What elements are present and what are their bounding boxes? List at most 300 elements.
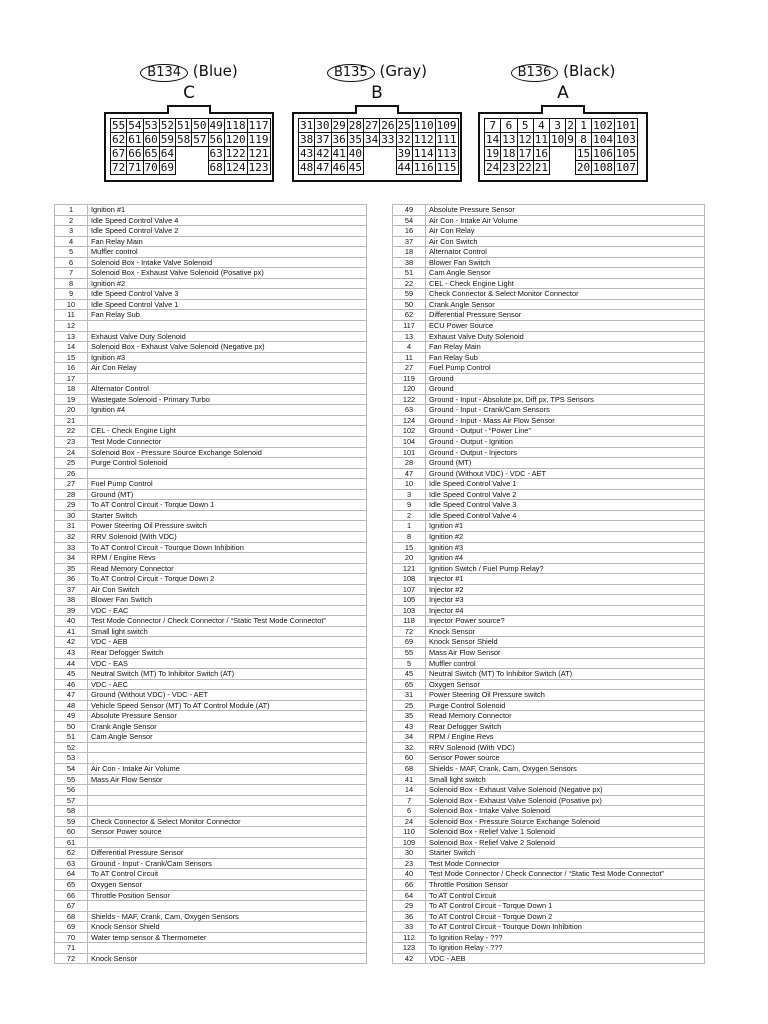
pin-number: 65 (393, 679, 426, 690)
table-row (393, 816, 705, 827)
pin-function: Shields - MAF, Crank, Cam, Oxygen Sensors (426, 763, 705, 774)
pin-cell: 121 (248, 147, 269, 160)
pin-cell: 120 (225, 133, 246, 146)
pin-function: To AT Control Circuit (88, 869, 367, 880)
pin-function: Idle Speed Control Valve 4 (88, 215, 367, 226)
pin-function: Solenoid Box - Pressure Source Exchange Solenoid (88, 447, 367, 458)
table-row (393, 289, 705, 300)
pin-number: 9 (393, 500, 426, 511)
pin-number: 48 (55, 700, 88, 711)
pin-function: Solenoid Box - Relief Valve 2 Solenoid (426, 837, 705, 848)
pin-number: 119 (393, 373, 426, 384)
pin-function: Alternator Control (88, 384, 367, 395)
pin-function: Knock Sensor Shield (426, 637, 705, 648)
pin-number: 23 (393, 858, 426, 869)
pin-number: 110 (393, 827, 426, 838)
pin-function: Blower Fan Switch (88, 595, 367, 606)
pin-cell: 101 (616, 119, 636, 132)
table-row (55, 574, 367, 585)
table-row (55, 426, 367, 437)
pin-function: Muffler control (88, 247, 367, 258)
pin-number: 28 (55, 489, 88, 500)
pin-number: 120 (393, 384, 426, 395)
pin-function: Ground (MT) (88, 489, 367, 500)
pin-cell: 57 (193, 133, 207, 146)
pin-cell: 44 (397, 161, 411, 174)
pin-function: Test Mode Connector / Check Connector / “Static Test Mode Connectot” (88, 616, 367, 627)
pin-number: 29 (55, 500, 88, 511)
pin-number: 25 (55, 458, 88, 469)
pin-cell: 54 (128, 119, 142, 132)
table-row (393, 299, 705, 310)
pin-number: 68 (55, 911, 88, 922)
pin-row (485, 119, 638, 133)
pin-number: 37 (55, 584, 88, 595)
table-row (393, 321, 705, 332)
table-row (55, 352, 367, 363)
pin-number: 57 (55, 795, 88, 806)
table-row (393, 700, 705, 711)
pin-number: 10 (393, 479, 426, 490)
pin-number: 32 (55, 531, 88, 542)
pin-number: 33 (393, 922, 426, 933)
table-row (393, 605, 705, 616)
table-row (55, 405, 367, 416)
table-row (393, 236, 705, 247)
pin-number: 56 (55, 785, 88, 796)
pin-number: 1 (55, 205, 88, 216)
pin-function: Starter Switch (426, 848, 705, 859)
table-row (393, 342, 705, 353)
pin-function: To Ignition Relay - ??? (426, 943, 705, 954)
connector-b135 (292, 62, 462, 182)
table-row (393, 352, 705, 363)
pin-function (88, 837, 367, 848)
pin-function: Shields - MAF, Crank, Cam, Oxygen Sensors (88, 911, 367, 922)
pin-number: 21 (55, 415, 88, 426)
pin-cell: 61 (128, 133, 142, 146)
table-row (393, 257, 705, 268)
table-row (55, 753, 367, 764)
pin-number: 118 (393, 616, 426, 627)
pin-cell: 36 (332, 133, 346, 146)
pin-function (88, 806, 367, 817)
pin-number: 27 (393, 363, 426, 374)
pin-function: Exhaust Valve Duty Solenoid (426, 331, 705, 342)
pin-cell: 18 (502, 147, 516, 160)
table-row (393, 247, 705, 258)
connector-latch (541, 105, 585, 114)
table-row (55, 679, 367, 690)
pin-number: 38 (55, 595, 88, 606)
pin-number: 49 (55, 711, 88, 722)
pin-function: Wastegate Solenoid - Primary Turbo (88, 394, 367, 405)
table-row (55, 236, 367, 247)
pin-function: Ignition #1 (88, 205, 367, 216)
connector-letter: B (371, 83, 383, 103)
pin-function: Fan Relay Main (426, 342, 705, 353)
table-row (393, 785, 705, 796)
pin-number: 124 (393, 415, 426, 426)
pin-function: Throttle Position Sensor (88, 890, 367, 901)
pin-cell: 65 (144, 147, 158, 160)
pin-number: 14 (55, 342, 88, 353)
pin-cell: 3 (550, 119, 566, 133)
table-row (55, 342, 367, 353)
table-row (55, 869, 367, 880)
table-row (393, 901, 705, 912)
pin-number: 102 (393, 426, 426, 437)
connector-block (292, 112, 462, 182)
table-row (55, 447, 367, 458)
pin-cell: 109 (436, 119, 457, 132)
pin-number: 64 (55, 869, 88, 880)
pin-function: Purge Control Solenoid (426, 700, 705, 711)
table-row (55, 690, 367, 701)
pin-number: 33 (55, 542, 88, 553)
table-row (55, 795, 367, 806)
pin-cell: 49 (209, 119, 223, 132)
pin-cell: 43 (300, 147, 314, 160)
pin-cell: 14 (486, 133, 500, 146)
pin-function: Read Memory Connector (88, 563, 367, 574)
pin-function: CEL - Check Engine Light (88, 426, 367, 437)
pin-cell: 30 (316, 119, 330, 132)
pin-row (485, 161, 638, 175)
pin-function: Ignition #4 (88, 405, 367, 416)
table-row (393, 479, 705, 490)
pin-cell: 118 (225, 119, 246, 132)
pin-cell: 40 (348, 147, 362, 160)
pin-function: VDC - AEC (88, 679, 367, 690)
pin-function: To AT Control Circuit - Torque Down 1 (88, 500, 367, 511)
pin-cell: 46 (332, 161, 346, 174)
pin-cell: 56 (209, 133, 223, 146)
pin-number: 69 (55, 922, 88, 933)
table-row (55, 553, 367, 564)
pin-number: 38 (393, 257, 426, 268)
pin-number: 121 (393, 563, 426, 574)
pin-function: Muffler control (426, 658, 705, 669)
table-row (55, 489, 367, 500)
pin-function: Neutral Switch (MT) To Inhibitor Switch (AT) (88, 669, 367, 680)
pin-function: Cam Angle Sensor (88, 732, 367, 743)
pin-gap (550, 161, 566, 175)
pin-number: 72 (393, 626, 426, 637)
pin-number: 1 (393, 521, 426, 532)
pin-number: 22 (55, 426, 88, 437)
table-row (55, 880, 367, 891)
table-row (393, 468, 705, 479)
connector-color: (Black) (563, 62, 616, 80)
pin-number: 39 (55, 605, 88, 616)
pin-number: 27 (55, 479, 88, 490)
table-row (393, 521, 705, 532)
pin-row (299, 119, 459, 133)
pin-function: Solenoid Box - Intake Valve Solenoid (88, 257, 367, 268)
pin-cell: 112 (413, 133, 434, 146)
pin-number: 28 (393, 458, 426, 469)
pin-function: Ground - Output - Ignition (426, 437, 705, 448)
pin-function: RRV Solenoid (With VDC) (426, 742, 705, 753)
connector-block (478, 112, 648, 182)
table-row (55, 531, 367, 542)
pin-function: Vehicle Speed Sensor (MT) To AT Control Module (AT) (88, 700, 367, 711)
pin-gap (380, 147, 396, 161)
table-row (393, 637, 705, 648)
table-row (55, 278, 367, 289)
pin-number: 66 (55, 890, 88, 901)
table-row (393, 922, 705, 933)
table-row (55, 911, 367, 922)
table-row (393, 226, 705, 237)
pin-number: 42 (55, 637, 88, 648)
pin-number: 2 (55, 215, 88, 226)
table-row (55, 774, 367, 785)
pin-number: 8 (55, 278, 88, 289)
pin-cell: 21 (534, 161, 548, 174)
pin-function (88, 468, 367, 479)
pin-function: Differential Pressure Sensor (88, 848, 367, 859)
pin-number: 103 (393, 605, 426, 616)
pin-number: 22 (393, 278, 426, 289)
table-row (55, 943, 367, 954)
pin-function (88, 415, 367, 426)
pin-function: Rear Defogger Switch (426, 721, 705, 732)
pin-number: 43 (55, 647, 88, 658)
pin-number: 49 (393, 205, 426, 216)
pin-cell: 48 (300, 161, 314, 174)
pin-function: Air Con - Intake Air Volume (88, 763, 367, 774)
pin-number: 41 (393, 774, 426, 785)
table-row (393, 489, 705, 500)
pin-cell: 7 (485, 119, 501, 133)
pin-cell: 110 (413, 119, 434, 132)
pin-function: Sensor Power source (88, 827, 367, 838)
pin-cell: 8 (575, 133, 591, 147)
pin-function: RPM / Engine Revs (88, 553, 367, 564)
pin-cell: 70 (144, 161, 158, 174)
pin-number: 11 (55, 310, 88, 321)
pin-function: Rear Defogger Switch (88, 647, 367, 658)
pin-number: 109 (393, 837, 426, 848)
table-row (393, 415, 705, 426)
pin-function (88, 373, 367, 384)
pin-function: Injector #1 (426, 574, 705, 585)
pin-function: Ignition #2 (88, 278, 367, 289)
pin-cell: 108 (593, 161, 613, 174)
table-row (393, 711, 705, 722)
pin-function: Blower Fan Switch (426, 257, 705, 268)
pin-function: Air Con Relay (426, 226, 705, 237)
table-row (55, 816, 367, 827)
pin-number: 35 (55, 563, 88, 574)
pin-cell: 24 (486, 161, 500, 174)
table-row (55, 563, 367, 574)
pin-number: 16 (393, 226, 426, 237)
pin-cell: 124 (225, 161, 246, 174)
table-row (393, 363, 705, 374)
pin-number: 3 (393, 489, 426, 500)
table-row (55, 658, 367, 669)
pin-function: Knock Sensor Shield (88, 922, 367, 933)
pin-number: 108 (393, 574, 426, 585)
pin-function: Fan Relay Main (88, 236, 367, 247)
pin-function (88, 943, 367, 954)
pin-cell: 117 (248, 119, 269, 132)
pin-number: 29 (393, 901, 426, 912)
pin-number: 45 (393, 669, 426, 680)
pin-cell: 62 (112, 133, 126, 146)
pin-number: 59 (393, 289, 426, 300)
connector-code: B134 (140, 64, 188, 82)
pin-number: 54 (393, 215, 426, 226)
pin-number: 40 (393, 869, 426, 880)
table-row (393, 647, 705, 658)
pin-function: Ground (Without VDC) - VDC - AET (88, 690, 367, 701)
table-row (393, 373, 705, 384)
table-row (393, 426, 705, 437)
table-row (55, 310, 367, 321)
table-row (393, 763, 705, 774)
pin-function: Ground (Without VDC) - VDC - AET (426, 468, 705, 479)
table-row (55, 626, 367, 637)
pin-cell: 11 (534, 133, 548, 146)
pin-function: To AT Control Circuit - Tourque Down Inhibition (88, 542, 367, 553)
pin-cell: 1 (575, 119, 591, 133)
pin-function: Ground - Input - Crank/Cam Sensors (88, 858, 367, 869)
table-row (393, 584, 705, 595)
pin-cell: 105 (616, 147, 636, 160)
pin-function: Test Mode Connector / Check Connector / “Static Test Mode Connectot” (426, 869, 705, 880)
pin-function: Power Steering Oil Pressure switch (88, 521, 367, 532)
table-row (393, 574, 705, 585)
pin-gap (364, 161, 380, 175)
pin-cell: 53 (144, 119, 158, 132)
pin-function: Injector #4 (426, 605, 705, 616)
pin-gap (176, 147, 192, 161)
pin-cell: 42 (316, 147, 330, 160)
pin-number: 66 (393, 880, 426, 891)
pin-function: Oxygen Sensor (88, 880, 367, 891)
pin-number: 36 (55, 574, 88, 585)
pin-number: 50 (55, 721, 88, 732)
pin-function: Water temp sensor & Thermometer (88, 932, 367, 943)
table-row (55, 215, 367, 226)
pin-number: 15 (55, 352, 88, 363)
table-row (55, 226, 367, 237)
pin-function (88, 742, 367, 753)
pin-cell: 39 (397, 147, 411, 160)
connector-color: (Gray) (379, 62, 428, 80)
pin-function: Ignition #2 (426, 531, 705, 542)
pin-number: 61 (55, 837, 88, 848)
pin-number: 67 (55, 901, 88, 912)
table-row (393, 911, 705, 922)
pin-function: Ignition #4 (426, 553, 705, 564)
table-row (393, 553, 705, 564)
table-row (393, 205, 705, 216)
table-row (393, 595, 705, 606)
pin-function: Mass Air Flow Sensor (88, 774, 367, 785)
pin-cell: 64 (160, 147, 174, 160)
pin-cell: 67 (112, 147, 126, 160)
pin-number: 15 (393, 542, 426, 553)
pin-function: Solenoid Box - Relief Valve 1 Solenoid (426, 827, 705, 838)
pin-cell: 123 (248, 161, 269, 174)
pin-row (485, 147, 638, 161)
pin-number: 42 (393, 953, 426, 964)
table-row (55, 922, 367, 933)
pin-number: 105 (393, 595, 426, 606)
connector-title (478, 62, 648, 82)
table-row (393, 827, 705, 838)
connector-b136 (478, 62, 648, 182)
pin-function: Idle Speed Control Valve 2 (88, 226, 367, 237)
pin-function: Cam Angle Sensor (426, 268, 705, 279)
pin-cell: 66 (128, 147, 142, 160)
table-row (55, 953, 367, 964)
table-row (393, 542, 705, 553)
table-row (393, 658, 705, 669)
table-row (55, 268, 367, 279)
connector-letter: C (183, 83, 195, 103)
pin-cell: 12 (518, 133, 532, 146)
table-row (55, 458, 367, 469)
table-row (55, 521, 367, 532)
table-row (393, 510, 705, 521)
table-row (55, 763, 367, 774)
pin-function: Ground - Input - Mass Air Flow Sensor (426, 415, 705, 426)
pin-function: Absolute Pressure Sensor (426, 205, 705, 216)
table-row (55, 742, 367, 753)
table-row (55, 616, 367, 627)
pin-table-by-number (54, 204, 367, 964)
pin-cell: 45 (348, 161, 362, 174)
pin-function: Injector #2 (426, 584, 705, 595)
pin-number: 25 (393, 700, 426, 711)
pin-cell: 51 (177, 119, 191, 132)
table-row (55, 848, 367, 859)
pin-number: 52 (55, 742, 88, 753)
pin-function: Sensor Power source (426, 753, 705, 764)
pin-number: 36 (393, 911, 426, 922)
table-row (55, 890, 367, 901)
table-row (55, 299, 367, 310)
pin-number: 18 (393, 247, 426, 258)
pin-number: 58 (55, 806, 88, 817)
pin-function: RPM / Engine Revs (426, 732, 705, 743)
pin-function: Test Mode Connector (88, 437, 367, 448)
table-row (393, 732, 705, 743)
pin-number: 20 (55, 405, 88, 416)
table-row (55, 721, 367, 732)
pin-number: 45 (55, 669, 88, 680)
table-row (393, 500, 705, 511)
table-row (393, 753, 705, 764)
pin-row (299, 147, 459, 161)
pin-number: 59 (55, 816, 88, 827)
pin-number: 6 (393, 806, 426, 817)
table-row (55, 479, 367, 490)
table-row (393, 806, 705, 817)
table-row (393, 858, 705, 869)
pin-cell: 33 (381, 133, 395, 146)
pin-number: 55 (55, 774, 88, 785)
pin-cell: 69 (160, 161, 174, 174)
pin-function: Idle Speed Control Valve 4 (426, 510, 705, 521)
table-row (55, 415, 367, 426)
